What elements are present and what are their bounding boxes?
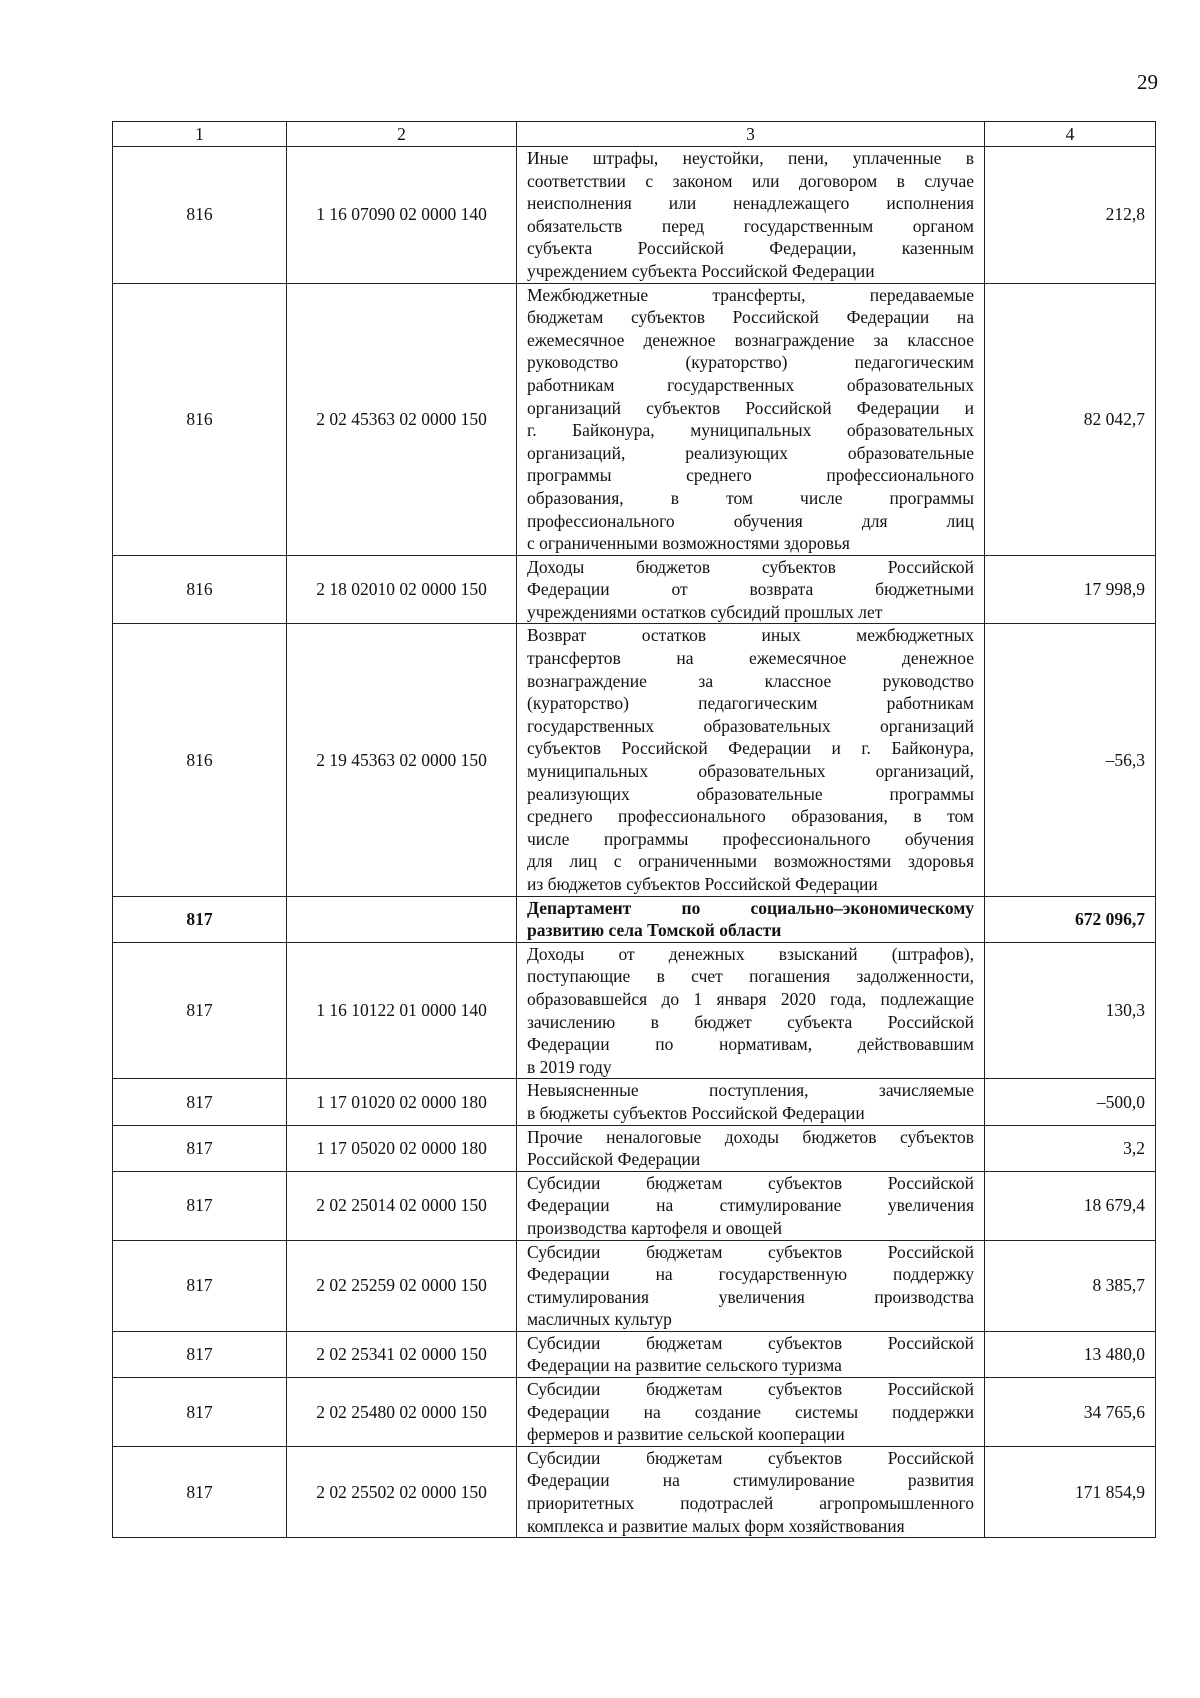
income-description-cell (517, 1446, 985, 1537)
income-description-cell (517, 1240, 985, 1331)
description-line: с ограниченными возможностями здоровья (527, 533, 850, 554)
description-line: для лиц с ограниченными возможностями здоровья (527, 851, 974, 872)
description-line: неисполнения или ненадлежащего исполнения (527, 193, 974, 214)
admin-code-cell: 817 (113, 1125, 287, 1171)
budget-classification-code-cell (287, 896, 517, 942)
admin-code-cell: 817 (113, 1446, 287, 1537)
income-description-cell (517, 283, 985, 555)
table-row (113, 1079, 1156, 1125)
amount-cell: 171 854,9 (985, 1446, 1156, 1537)
table-row (113, 624, 1156, 896)
admin-code-cell: 817 (113, 942, 287, 1079)
budget-table (112, 121, 1156, 1538)
admin-code-cell: 817 (113, 1378, 287, 1447)
description-line: Иные штрафы, неустойки, пени, уплаченные в (527, 148, 974, 168)
description-line: приоритетных подотраслей агропромышленного (527, 1493, 974, 1514)
description-line: фермеров и развитие сельской кооперации (527, 1424, 845, 1445)
description-line: зачислению в бюджет субъекта Российской (527, 1011, 974, 1032)
budget-classification-code-cell: 1 16 10122 01 0000 140 (287, 942, 517, 1079)
description-line: ежемесячное денежное вознаграждение за классное (527, 329, 974, 350)
description-line: Межбюджетные трансферты, передаваемые (527, 284, 974, 305)
description-line: Доходы от денежных взысканий (штрафов), (527, 943, 974, 964)
description-line: трансфертов на ежемесячное денежное (527, 648, 974, 669)
admin-code-cell: 817 (113, 1331, 287, 1377)
budget-classification-code-cell: 2 02 25259 02 0000 150 (287, 1240, 517, 1331)
amount-cell: 672 096,7 (985, 896, 1156, 942)
description-line: г. Байконура, муниципальных образовательных (527, 420, 974, 441)
amount-cell: 3,2 (985, 1125, 1156, 1171)
table-header-row (113, 122, 1156, 147)
admin-code-cell: 817 (113, 1079, 287, 1125)
table-row (113, 1378, 1156, 1447)
description-line: субъектов Российской Федерации и г. Байконура, (527, 738, 974, 759)
description-line: обязательств перед государственным органом (527, 215, 974, 236)
description-line: руководство (кураторство) педагогическим (527, 352, 974, 373)
description-line: Возврат остатков иных межбюджетных (527, 625, 974, 646)
description-line: профессионального обучения для лиц (527, 510, 974, 531)
income-description-cell (517, 147, 985, 284)
description-line: Департамент по социально–экономическому (527, 897, 974, 918)
description-line: стимулирования увеличения производства (527, 1286, 974, 1307)
description-line: Федерации по нормативам, действовавшим (527, 1034, 974, 1055)
description-line: государственных образовательных организаций (527, 715, 974, 736)
table-row (113, 1125, 1156, 1171)
table-row (113, 1446, 1156, 1537)
description-line: Федерации на создание системы поддержки (527, 1401, 974, 1422)
amount-cell: 17 998,9 (985, 555, 1156, 624)
column-header: 2 (287, 122, 517, 147)
amount-cell: 13 480,0 (985, 1331, 1156, 1377)
description-line: Субсидии бюджетам субъектов Российской (527, 1241, 974, 1262)
description-line: организаций субъектов Российской Федерации и (527, 397, 974, 418)
admin-code-cell: 816 (113, 624, 287, 896)
column-header: 4 (985, 122, 1156, 147)
description-line: в бюджеты субъектов Российской Федерации (527, 1102, 865, 1123)
income-description-cell (517, 624, 985, 896)
income-description-cell (517, 1125, 985, 1171)
page-number: 29 (1137, 70, 1158, 94)
budget-classification-code-cell: 1 16 07090 02 0000 140 (287, 147, 517, 284)
description-line: субъекта Российской Федерации, казенным (527, 238, 974, 259)
description-line: масличных культур (527, 1309, 672, 1330)
description-line: развитию села Томской области (527, 920, 782, 941)
description-line: Федерации на стимулирование увеличения (527, 1195, 974, 1216)
description-line: программы среднего профессионального (527, 465, 974, 486)
description-line: среднего профессионального образования, в том (527, 806, 974, 827)
income-description-cell (517, 1079, 985, 1125)
table-row (113, 555, 1156, 624)
budget-classification-code-cell: 2 02 45363 02 0000 150 (287, 283, 517, 555)
description-line: поступающие в счет погашения задолженности, (527, 966, 974, 987)
amount-cell: 18 679,4 (985, 1171, 1156, 1240)
table-row (113, 1331, 1156, 1377)
description-line: реализующих образовательные программы (527, 783, 974, 804)
table-row (113, 1240, 1156, 1331)
table-row (113, 942, 1156, 1079)
description-line: Субсидии бюджетам субъектов Российской (527, 1172, 974, 1193)
income-description-cell (517, 555, 985, 624)
description-line: работникам государственных образовательных (527, 374, 974, 395)
table-row (113, 283, 1156, 555)
description-line: Российской Федерации (527, 1149, 701, 1170)
description-line: числе программы профессионального обучения (527, 828, 974, 849)
table-row (113, 896, 1156, 942)
income-description-cell (517, 896, 985, 942)
admin-code-cell: 817 (113, 1240, 287, 1331)
description-line: бюджетам субъектов Российской Федерации на (527, 307, 974, 328)
amount-cell: 130,3 (985, 942, 1156, 1079)
description-line: муниципальных образовательных организаций, (527, 761, 974, 782)
description-line: Федерации на государственную поддержку (527, 1264, 974, 1285)
description-line: в 2019 году (527, 1056, 612, 1077)
budget-classification-code-cell: 2 02 25480 02 0000 150 (287, 1378, 517, 1447)
table-row (113, 147, 1156, 284)
description-line: Федерации на развитие сельского туризма (527, 1355, 842, 1376)
description-line: комплекса и развитие малых форм хозяйствования (527, 1515, 905, 1536)
income-description-cell (517, 1378, 985, 1447)
admin-code-cell: 817 (113, 1171, 287, 1240)
amount-cell: 82 042,7 (985, 283, 1156, 555)
description-line: Прочие неналоговые доходы бюджетов субъектов (527, 1126, 974, 1147)
amount-cell: 34 765,6 (985, 1378, 1156, 1447)
description-line: учреждениями остатков субсидий прошлых лет (527, 601, 883, 622)
column-header: 3 (517, 122, 985, 147)
income-description-cell (517, 1331, 985, 1377)
description-line: производства картофеля и овощей (527, 1217, 782, 1238)
admin-code-cell: 816 (113, 555, 287, 624)
amount-cell: 8 385,7 (985, 1240, 1156, 1331)
description-line: соответствии с законом или договором в случае (527, 170, 974, 191)
income-description-cell (517, 942, 985, 1079)
income-description-cell (517, 1171, 985, 1240)
column-header: 1 (113, 122, 287, 147)
admin-code-cell: 817 (113, 896, 287, 942)
budget-classification-code-cell: 2 02 25502 02 0000 150 (287, 1446, 517, 1537)
description-line: вознаграждение за классное руководство (527, 670, 974, 691)
description-line: Федерации на стимулирование развития (527, 1470, 974, 1491)
description-line: Федерации от возврата бюджетными (527, 579, 974, 600)
amount-cell: –56,3 (985, 624, 1156, 896)
budget-classification-code-cell: 2 19 45363 02 0000 150 (287, 624, 517, 896)
description-line: образования, в том числе программы (527, 487, 974, 508)
budget-classification-code-cell: 1 17 01020 02 0000 180 (287, 1079, 517, 1125)
description-line: (кураторство) педагогическим работникам (527, 693, 974, 714)
budget-classification-code-cell: 2 02 25014 02 0000 150 (287, 1171, 517, 1240)
description-line: образовавшейся до 1 января 2020 года, подлежащие (527, 988, 974, 1009)
description-line: Доходы бюджетов субъектов Российской (527, 556, 974, 577)
admin-code-cell: 816 (113, 283, 287, 555)
description-line: из бюджетов субъектов Российской Федерации (527, 874, 878, 894)
description-line: Субсидии бюджетам субъектов Российской (527, 1447, 974, 1468)
description-line: Субсидии бюджетам субъектов Российской (527, 1379, 974, 1400)
amount-cell: 212,8 (985, 147, 1156, 284)
budget-classification-code-cell: 1 17 05020 02 0000 180 (287, 1125, 517, 1171)
description-line: учреждением субъекта Российской Федерации (527, 260, 875, 281)
admin-code-cell: 816 (113, 147, 287, 284)
table-row (113, 1171, 1156, 1240)
description-line: организаций, реализующих образовательные (527, 442, 974, 463)
budget-classification-code-cell: 2 18 02010 02 0000 150 (287, 555, 517, 624)
budget-classification-code-cell: 2 02 25341 02 0000 150 (287, 1331, 517, 1377)
description-line: Субсидии бюджетам субъектов Российской (527, 1332, 974, 1353)
amount-cell: –500,0 (985, 1079, 1156, 1125)
description-line: Невыясненные поступления, зачисляемые (527, 1080, 974, 1101)
